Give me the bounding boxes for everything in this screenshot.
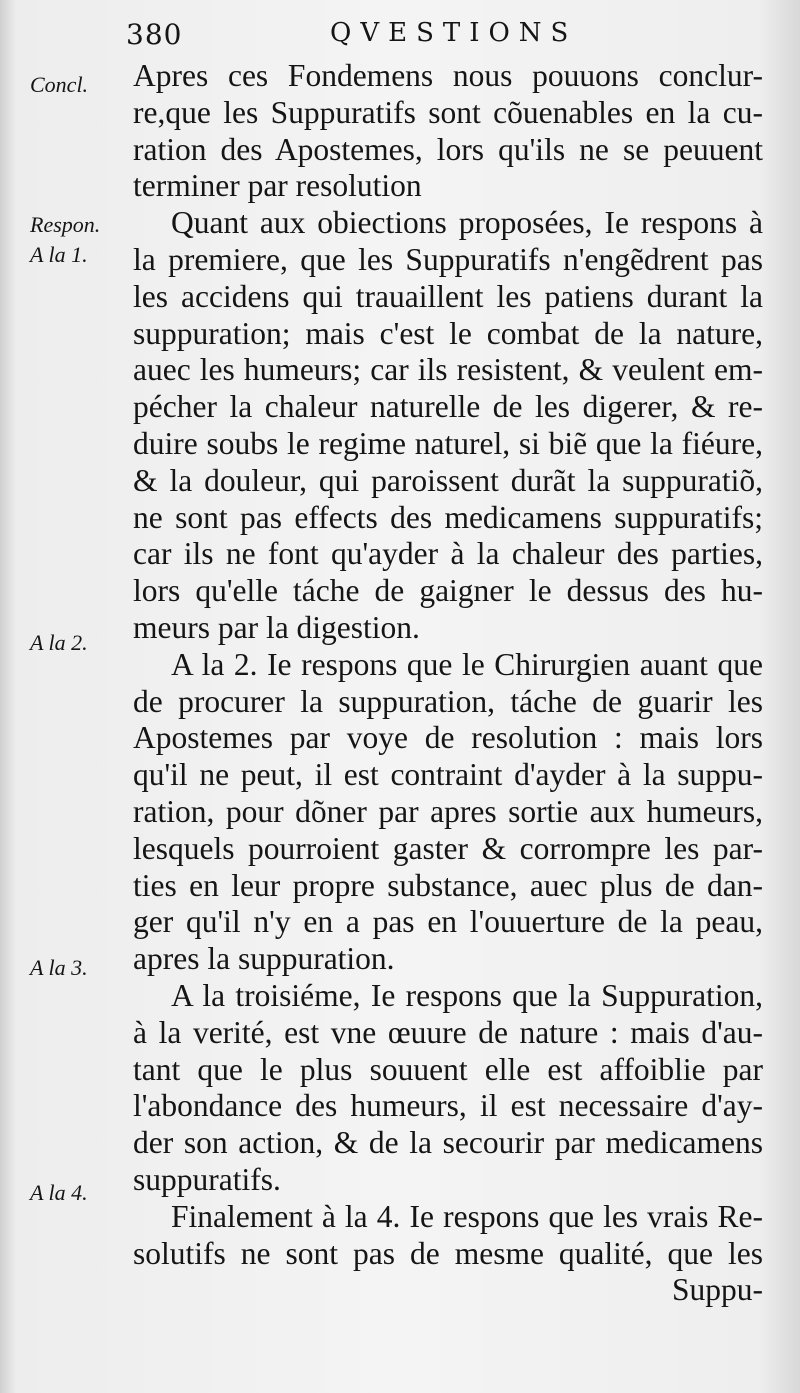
text-line: auec les humeurs; car ils resistent, & veulent em- <box>133 352 763 388</box>
text-line: ration, pour dõner par apres sortie aux humeurs, <box>133 793 763 829</box>
text-line: duire soubs le regime naturel, si biẽ que la fiéure, <box>133 425 763 461</box>
text-line: A la 2. Ie respons que le Chirurgien auant que <box>171 646 763 682</box>
text-line: Apres ces Fondemens nous pouuons conclur- <box>133 58 763 93</box>
text-line: & la douleur, qui paroissent durãt la suppuratiõ, <box>133 462 763 498</box>
text-line: la premiere, que les Suppuratifs n'engẽdrent pas <box>133 241 763 277</box>
text-line: A la troisiéme, Ie respons que la Suppuration, <box>171 977 763 1013</box>
text-line: re,que les Suppuratifs sont cõuenables en la cu- <box>133 94 763 130</box>
text-line: apres la suppuration. <box>133 941 395 977</box>
text-line: terminer par resolution <box>133 168 422 204</box>
margin-note-reply-4: A la 4. <box>30 1180 88 1205</box>
margin-note-reply-3: A la 3. <box>30 955 88 980</box>
text-line: Apostemes par voye de resolution : mais lors <box>133 720 763 756</box>
running-title: QVESTIONS <box>330 18 578 48</box>
text-line: lesquels pourroient gaster & corrompre les par- <box>133 830 763 866</box>
text-line: ne sont pas effects des medicamens suppuratifs; <box>133 499 763 535</box>
text-line: l'abondance des humeurs, il est necessaire d'ay- <box>133 1088 763 1124</box>
page-header <box>0 16 800 60</box>
text-line: suppuration; mais c'est le combat de la nature, <box>133 315 763 351</box>
text-line: ger qu'il n'y en a pas en l'ouuerture de la peau, <box>133 904 763 940</box>
margin-note-response: Respon. <box>30 212 101 237</box>
text-line: Finalement à la 4. Ie respons que les vrais Re- <box>171 1198 763 1234</box>
text-line: car ils ne font qu'ayder à la chaleur des parties, <box>133 536 763 572</box>
catchword: Suppu- <box>671 1272 763 1308</box>
text-line: solutifs ne sont pas de mesme qualité, que les <box>133 1235 763 1271</box>
margin-note-conclusion: Concl. <box>30 72 89 97</box>
text-line: les accidens qui trauaillent les patiens durant la <box>133 278 763 314</box>
text-line: de procurer la suppuration, táche de guarir les <box>133 683 763 719</box>
margin-note-reply-1: A la 1. <box>30 242 88 267</box>
text-line: à la verité, est vne œuure de nature : mais d'au- <box>133 1014 763 1050</box>
text-line: tant que le plus souuent elle est affoiblie par <box>133 1051 763 1087</box>
text-line: meurs par la digestion. <box>133 609 420 645</box>
text-line: der son action, & de la secourir par medicamens <box>133 1125 763 1161</box>
margin-note-reply-2: A la 2. <box>30 630 88 655</box>
text-line: qu'il ne peut, il est contraint d'ayder à la suppu- <box>133 757 763 793</box>
text-line: Quant aux obiections proposées, Ie respons à <box>171 205 763 241</box>
text-line: pécher la chaleur naturelle de les digerer, & re- <box>133 389 763 425</box>
page-number: 380 <box>126 18 183 51</box>
text-line: ration des Apostemes, lors qu'ils ne se peuuent <box>133 131 763 167</box>
text-line: lors qu'elle táche de gaigner le dessus des hu- <box>133 573 763 609</box>
text-line: ties en leur propre substance, auec plus de dan- <box>133 867 763 903</box>
body-text <box>133 58 763 1309</box>
text-line: suppuratifs. <box>133 1161 281 1197</box>
